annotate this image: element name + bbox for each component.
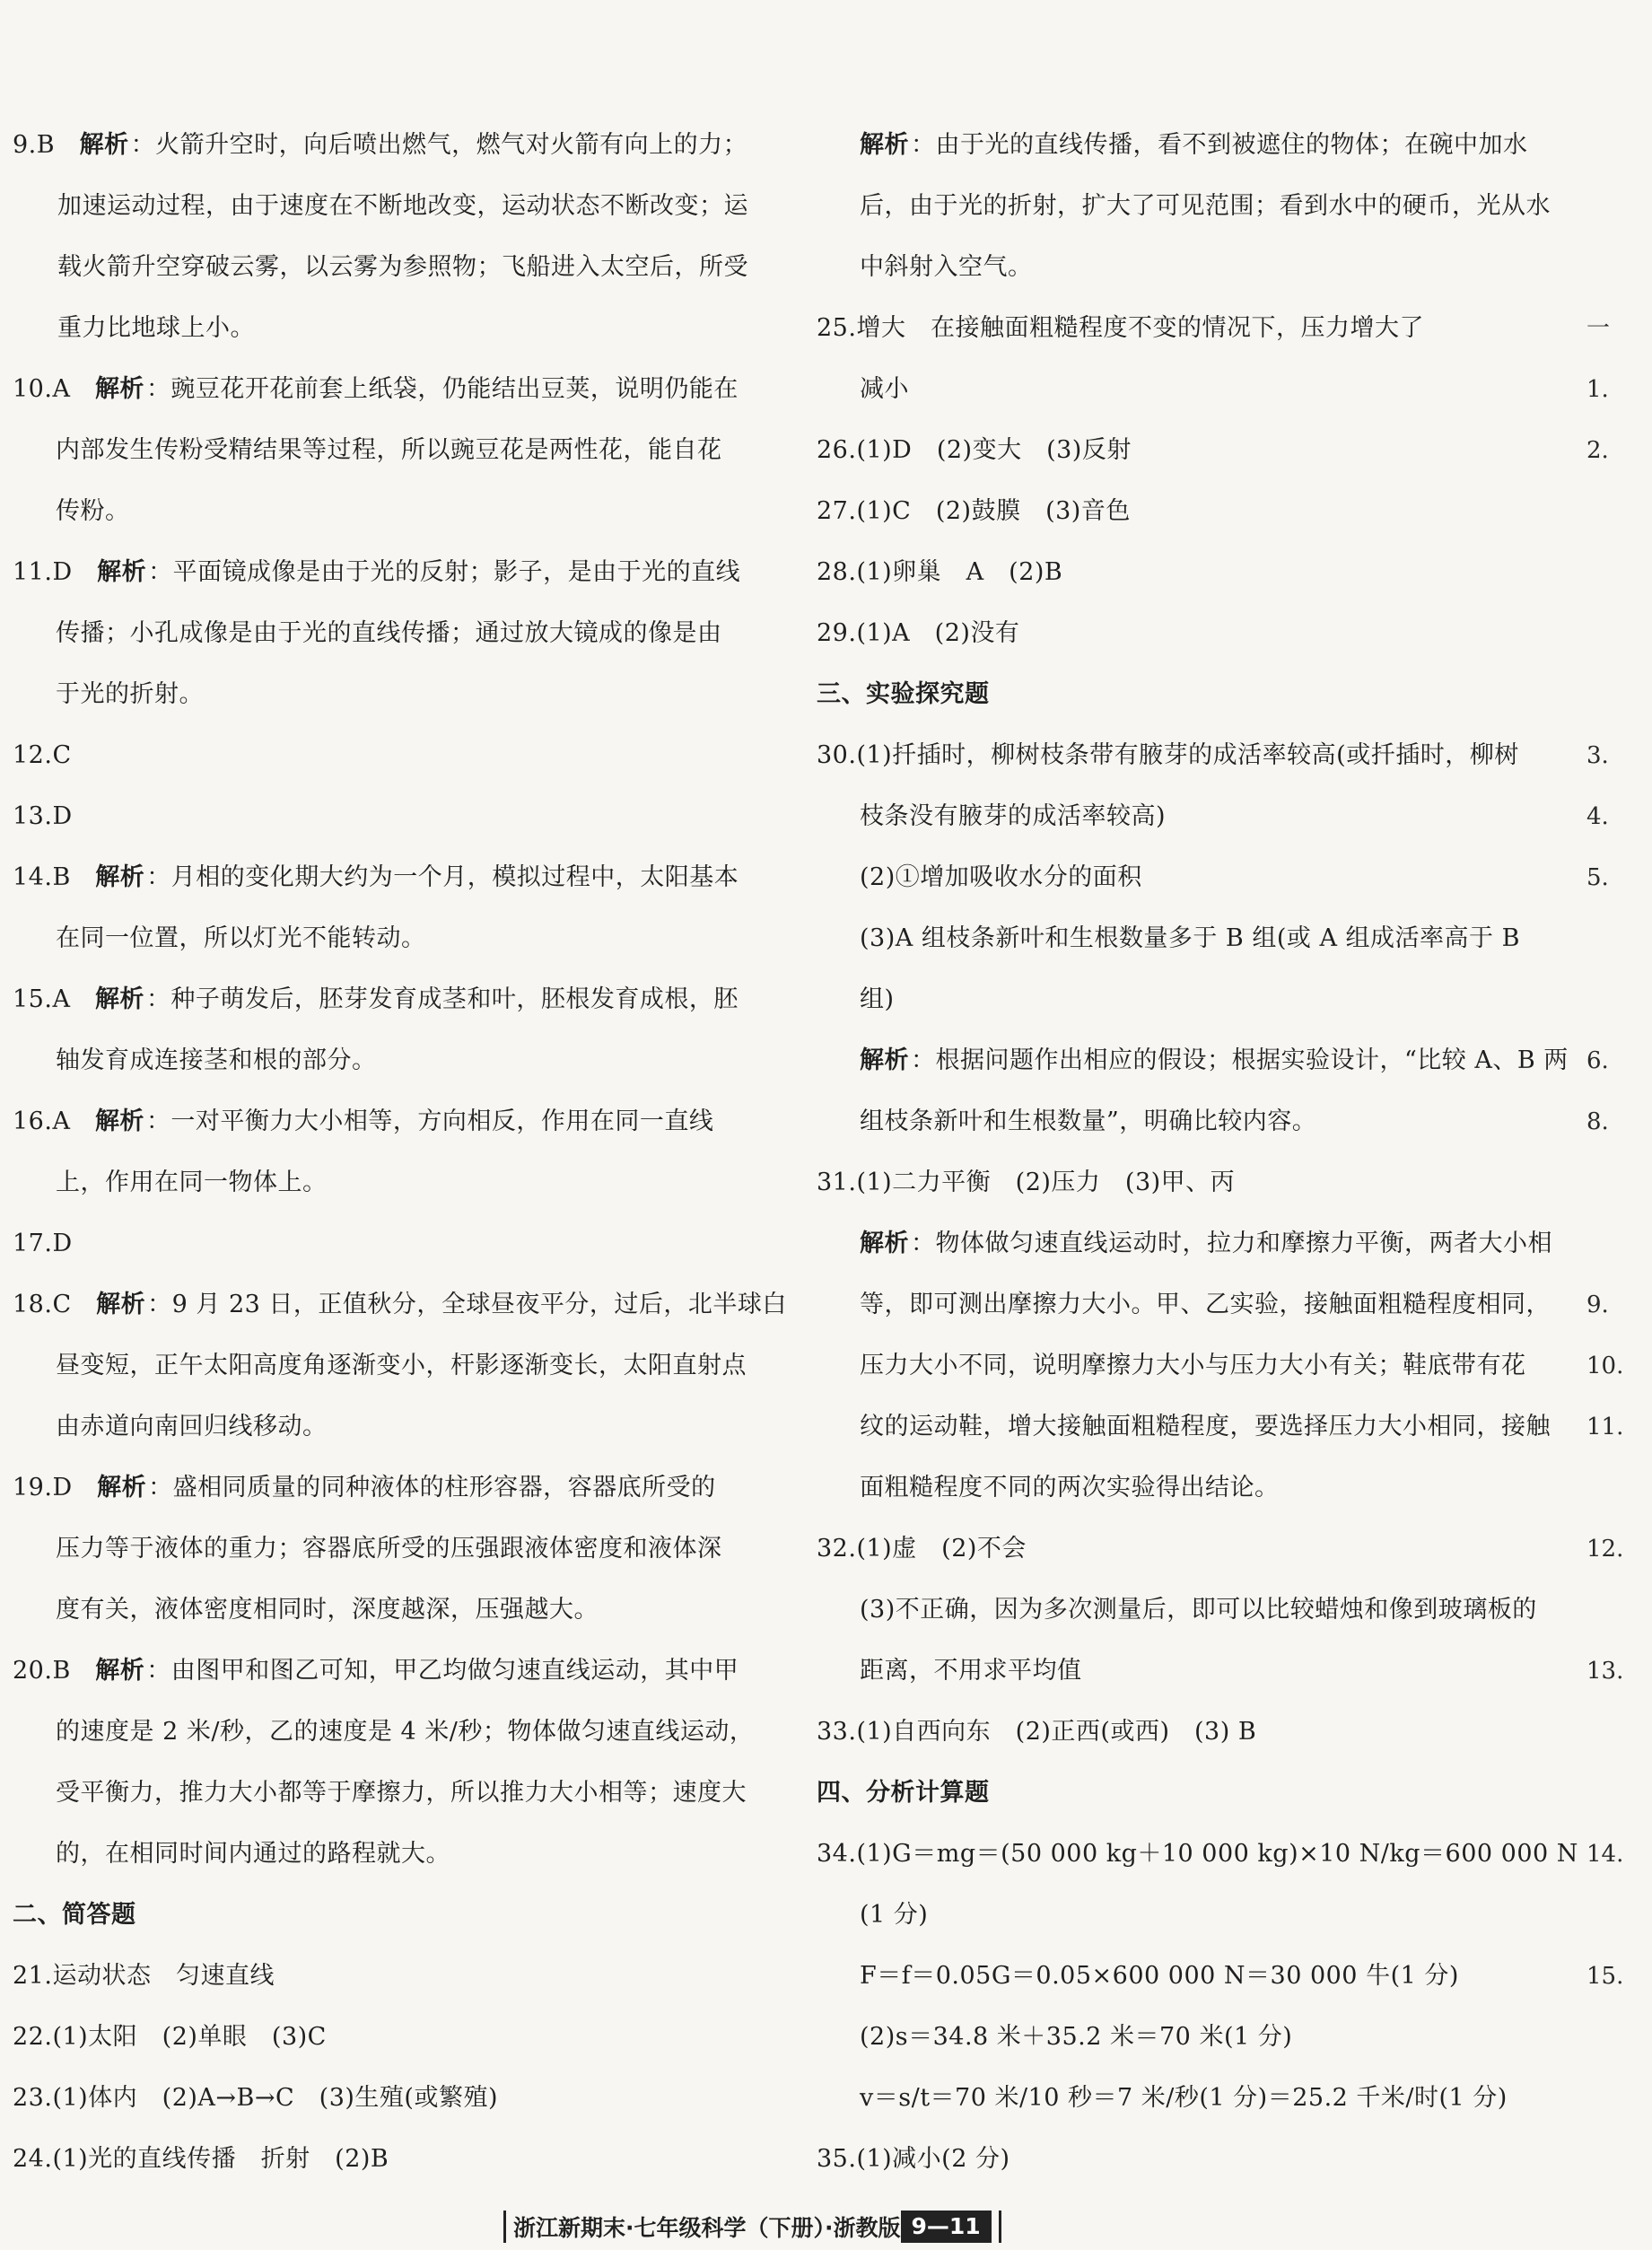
answer-text: 重力比地球上小。 xyxy=(57,314,255,342)
answer-line xyxy=(13,908,747,969)
answer-line xyxy=(817,359,1552,420)
answer-line xyxy=(13,2007,747,2068)
edge-fragment xyxy=(1586,969,1652,1030)
edge-fragment: 10. xyxy=(1586,1353,1624,1379)
answer-line xyxy=(817,2007,1552,2068)
answer-text: ：火箭升空时，向后喷出燃气，燃气对火箭有向上的力； xyxy=(130,131,748,159)
answer-line xyxy=(13,2068,747,2129)
answer-number: 9.B xyxy=(13,131,80,159)
answer-line xyxy=(817,1213,1552,1274)
edge-fragment: 13. xyxy=(1586,1658,1624,1685)
answer-text: 传播；小孔成像是由于光的直线传播；通过放大镜成的像是由 xyxy=(56,619,722,647)
answer-line xyxy=(817,1885,1552,1946)
answer-text: 于光的折射。 xyxy=(56,680,204,708)
answer-text: 轴发育成连接茎和根的部分。 xyxy=(56,1046,377,1074)
answer-text: ：由于光的直线传播，看不到被遮住的物体；在碗中加水 xyxy=(911,131,1528,159)
edge-fragment xyxy=(1586,2129,1652,2190)
edge-fragment xyxy=(1586,2068,1652,2129)
edge-fragment: 9. xyxy=(1586,1291,1609,1318)
answer-line xyxy=(13,847,747,908)
answer-number: 28.(1)卵巢 A (2)B xyxy=(817,558,1063,586)
answer-line xyxy=(817,786,1552,847)
answer-number: 11.D xyxy=(13,558,98,586)
answer-text: (3)A 组枝条新叶和生根数量多于 B 组(或 A 组成活率高于 B xyxy=(860,924,1520,952)
answer-text: ：盛相同质量的同种液体的柱形容器，容器底所受的 xyxy=(148,1474,716,1501)
edge-fragment xyxy=(1586,176,1652,237)
answer-line xyxy=(13,1580,747,1641)
answer-line xyxy=(13,603,747,664)
answer-text: 载火箭升空穿破云雾，以云雾为参照物；飞船进入太空后，所受 xyxy=(57,253,748,281)
answer-number: 26.(1)D (2)变大 (3)反射 xyxy=(817,436,1132,464)
analysis-label: 解析 xyxy=(95,863,145,891)
answer-line xyxy=(13,1763,747,1824)
answer-number: 25.增大 在接触面粗糙程度不变的情况下，压力增大了 xyxy=(817,314,1424,342)
footer-bar-right xyxy=(999,2211,1001,2243)
edge-fragment xyxy=(1586,1763,1652,1824)
answer-line xyxy=(13,237,747,298)
edge-fragment xyxy=(1586,1580,1652,1641)
answer-text: F＝f＝0.05G＝0.05×600 000 N＝30 000 牛(1 分) xyxy=(860,1962,1459,1990)
answer-line xyxy=(13,1396,747,1458)
edge-fragment: 2. xyxy=(1586,437,1609,464)
answer-text: 加速运动过程，由于速度在不断地改变，运动状态不断改变；运 xyxy=(57,192,748,220)
answer-line xyxy=(817,1519,1552,1580)
answer-text: 等，即可测出摩擦力大小。甲、乙实验，接触面粗糙程度相同， xyxy=(860,1291,1551,1318)
answer-number: 15.A xyxy=(13,985,95,1013)
answer-number: 12.C xyxy=(13,741,72,769)
edge-fragment xyxy=(1586,237,1652,298)
answer-line xyxy=(13,1213,747,1274)
answer-line xyxy=(13,1030,747,1091)
answer-line xyxy=(817,1641,1552,1702)
answer-line xyxy=(817,1152,1552,1213)
answer-number: 21.运动状态 匀速直线 xyxy=(13,1962,275,1990)
answer-line xyxy=(13,1946,747,2007)
answer-line xyxy=(13,298,747,359)
answer-number: 18.C xyxy=(13,1291,97,1318)
answer-text: 面粗糙程度不同的两次实验得出结论。 xyxy=(860,1474,1280,1501)
answer-number: 23.(1)体内 (2)A→B→C (3)生殖(或繁殖) xyxy=(13,2084,498,2112)
answer-line xyxy=(13,1274,787,1335)
answer-text: 减小 xyxy=(860,375,909,403)
answer-text: ：根据问题作出相应的假设；根据实验设计，“比较 A、B 两 xyxy=(911,1046,1569,1074)
answer-text: 组枝条新叶和生根数量”，明确比较内容。 xyxy=(860,1107,1317,1135)
answer-text: ：月相的变化期大约为一个月，模拟过程中，太阳基本 xyxy=(146,863,739,891)
edge-fragment: 12. xyxy=(1586,1536,1624,1563)
answer-line xyxy=(817,1030,1569,1091)
answer-line xyxy=(817,1946,1552,2007)
answer-line xyxy=(817,1458,1552,1519)
answer-line xyxy=(817,298,1552,359)
answer-line xyxy=(817,1396,1552,1458)
answer-text: v＝s/t＝70 米/10 秒＝7 米/秒(1 分)＝25.2 千米/时(1 分) xyxy=(860,2084,1508,2112)
answer-number: 29.(1)A (2)没有 xyxy=(817,619,1020,647)
section-title: 三、实验探究题 xyxy=(817,680,990,708)
answer-number: 24.(1)光的直线传播 折射 (2)B xyxy=(13,2145,389,2173)
edge-fragment: 14. xyxy=(1586,1841,1624,1868)
answer-line xyxy=(817,603,1552,664)
answer-number: 34.(1)G＝mg＝(50 000 kg＋10 000 kg)×10 N/kg＝600 000 N xyxy=(817,1840,1578,1868)
edge-fragment: 4. xyxy=(1586,803,1609,830)
answer-text: ：由图甲和图乙可知，甲乙均做匀速直线运动，其中甲 xyxy=(146,1657,739,1685)
answer-number: 22.(1)太阳 (2)单眼 (3)C xyxy=(13,2023,327,2051)
answer-line xyxy=(13,969,747,1030)
edge-fragment: 一 xyxy=(1586,315,1611,342)
answer-number: 30.(1)扦插时，柳树枝条带有腋芽的成活率较高(或扦插时，柳树 xyxy=(817,741,1519,769)
answer-text: 在同一位置，所以灯光不能转动。 xyxy=(56,924,426,952)
edge-fragment xyxy=(1586,603,1652,664)
answer-line xyxy=(817,1702,1552,1763)
answer-text: 传粉。 xyxy=(56,497,130,525)
answer-line xyxy=(817,420,1552,481)
answer-line xyxy=(13,176,747,237)
analysis-label: 解析 xyxy=(97,1474,147,1501)
answer-line xyxy=(817,1824,1578,1885)
section-heading xyxy=(817,1763,1552,1824)
edge-fragment xyxy=(1586,908,1652,969)
answer-text: 的，在相同时间内通过的路程就大。 xyxy=(56,1840,450,1868)
answer-line xyxy=(817,237,1552,298)
next-page-edge xyxy=(1586,115,1652,2190)
edge-fragment: 15. xyxy=(1586,1963,1624,1990)
answer-text: ：9 月 23 日，正值秋分，全球昼夜平分，过后，北半球白 xyxy=(147,1291,787,1318)
answer-text: (1 分) xyxy=(860,1901,929,1929)
answer-number: 19.D xyxy=(13,1474,98,1501)
answer-text: 枝条没有腋芽的成活率较高) xyxy=(860,802,1167,830)
answer-text: 内部发生传粉受精结果等过程，所以豌豆花是两性花，能自花 xyxy=(56,436,722,464)
answer-line xyxy=(817,1335,1552,1396)
analysis-label: 解析 xyxy=(95,1657,145,1685)
edge-fragment xyxy=(1586,481,1652,542)
answer-text: 上，作用在同一物体上。 xyxy=(56,1169,328,1196)
answer-text: 后，由于光的折射，扩大了可见范围；看到水中的硬币，光从水 xyxy=(860,192,1551,220)
answer-text: 中斜射入空气。 xyxy=(860,253,1033,281)
analysis-label: 解析 xyxy=(860,1046,909,1074)
answer-text: 组) xyxy=(860,985,895,1013)
edge-fragment xyxy=(1586,1213,1652,1274)
edge-fragment xyxy=(1586,115,1652,176)
edge-fragment xyxy=(1586,1702,1652,1763)
answer-line xyxy=(817,176,1552,237)
analysis-label: 解析 xyxy=(96,1291,146,1318)
answer-number: 13.D xyxy=(13,802,73,830)
answer-text: (2)s＝34.8 米＋35.2 米＝70 米(1 分) xyxy=(860,2023,1293,2051)
edge-fragment: 11. xyxy=(1586,1414,1624,1440)
answer-text: 的速度是 2 米/秒，乙的速度是 4 米/秒；物体做匀速直线运动， xyxy=(56,1718,755,1746)
answer-line xyxy=(817,2068,1552,2129)
footer-page-number: 9—11 xyxy=(901,2211,992,2243)
answer-text: 距离，不用求平均值 xyxy=(860,1657,1082,1685)
answer-line xyxy=(817,969,1552,1030)
edge-fragment: 3. xyxy=(1586,742,1609,769)
answer-line xyxy=(13,1458,747,1519)
edge-fragment xyxy=(1586,1885,1652,1946)
section-title: 四、分析计算题 xyxy=(817,1779,990,1807)
answer-line xyxy=(13,542,747,603)
edge-fragment: 5. xyxy=(1586,864,1609,891)
answer-line xyxy=(13,786,747,847)
analysis-label: 解析 xyxy=(94,375,144,403)
answer-text: 受平衡力，推力大小都等于摩擦力，所以推力大小相等；速度大 xyxy=(56,1779,747,1807)
answer-line xyxy=(817,1580,1552,1641)
answer-text: 压力大小不同，说明摩擦力大小与压力大小有关；鞋底带有花 xyxy=(860,1352,1526,1379)
section-heading xyxy=(817,664,1552,725)
footer-bar-left xyxy=(503,2211,506,2243)
answer-number: 32.(1)虚 (2)不会 xyxy=(817,1535,1027,1563)
edge-fragment xyxy=(1586,1458,1652,1519)
answer-number: 10.A xyxy=(13,375,95,403)
answer-text: ：平面镜成像是由于光的反射；影子，是由于光的直线 xyxy=(148,558,741,586)
answer-text: ：种子萌发后，胚芽发育成茎和叶，胚根发育成根，胚 xyxy=(145,985,739,1013)
answer-line xyxy=(817,542,1552,603)
answer-text: 由赤道向南回归线移动。 xyxy=(56,1413,328,1440)
answer-text: 压力等于液体的重力；容器底所受的压强跟液体密度和液体深 xyxy=(56,1535,722,1563)
answer-line xyxy=(13,481,747,542)
answer-number: 17.D xyxy=(13,1230,73,1257)
edge-fragment xyxy=(1586,542,1652,603)
answer-line xyxy=(13,1824,747,1885)
analysis-label: 解析 xyxy=(79,131,129,159)
answer-text: (2)①增加吸收水分的面积 xyxy=(860,863,1142,891)
answer-line xyxy=(13,420,747,481)
answer-line xyxy=(817,725,1552,786)
answer-line xyxy=(13,1335,747,1396)
answer-text: ：物体做匀速直线运动时，拉力和摩擦力平衡，两者大小相 xyxy=(911,1230,1552,1257)
answer-text: ：一对平衡力大小相等，方向相反，作用在同一直线 xyxy=(145,1107,714,1135)
answer-text: 昼变短，正午太阳高度角逐渐变小，杆影逐渐变长，太阳直射点 xyxy=(56,1352,747,1379)
analysis-label: 解析 xyxy=(860,1230,909,1257)
left-column xyxy=(13,115,787,2190)
answer-number: 14.B xyxy=(13,863,96,891)
answer-line xyxy=(817,115,1552,176)
footer-title: 浙江新期末·七年级科学（下册）·浙教版 xyxy=(513,2215,901,2241)
edge-fragment: 8. xyxy=(1586,1108,1609,1135)
section-title: 二、简答题 xyxy=(13,1901,136,1929)
analysis-label: 解析 xyxy=(94,1107,144,1135)
answer-line xyxy=(13,2129,747,2190)
section-heading xyxy=(13,1885,747,1946)
answer-line xyxy=(817,908,1552,969)
answer-line xyxy=(13,1152,747,1213)
answer-number: 33.(1)自西向东 (2)正西(或西) (3) B xyxy=(817,1718,1257,1746)
answer-line xyxy=(817,1091,1552,1152)
answer-line xyxy=(13,115,747,176)
edge-fragment: 6. xyxy=(1586,1047,1609,1074)
answer-text: 度有关，液体密度相同时，深度越深，压强越大。 xyxy=(56,1596,599,1624)
answer-line xyxy=(13,1519,747,1580)
answer-number: 16.A xyxy=(13,1107,95,1135)
answer-line xyxy=(13,664,747,725)
answer-line xyxy=(13,1091,747,1152)
edge-fragment xyxy=(1586,664,1652,725)
edge-fragment xyxy=(1586,2007,1652,2068)
answer-line xyxy=(817,1274,1552,1335)
edge-fragment xyxy=(1586,1152,1652,1213)
answer-line xyxy=(817,847,1552,908)
answer-line xyxy=(817,2129,1552,2190)
answer-number: 20.B xyxy=(13,1657,96,1685)
answer-number: 31.(1)二力平衡 (2)压力 (3)甲、丙 xyxy=(817,1169,1236,1196)
analysis-label: 解析 xyxy=(97,558,147,586)
answer-line xyxy=(13,1641,747,1702)
page-footer xyxy=(496,2211,1009,2243)
answer-line xyxy=(13,725,747,786)
answer-line xyxy=(817,481,1552,542)
answer-text: (3)不正确，因为多次测量后，即可以比较蜡烛和像到玻璃板的 xyxy=(860,1596,1537,1624)
analysis-label: 解析 xyxy=(94,985,144,1013)
answer-number: 35.(1)减小(2 分) xyxy=(817,2145,1010,2173)
answer-text: ：豌豆花开花前套上纸袋，仍能结出豆荚，说明仍能在 xyxy=(145,375,739,403)
answer-line xyxy=(13,359,747,420)
right-column xyxy=(817,115,1578,2190)
answer-number: 27.(1)C (2)鼓膜 (3)音色 xyxy=(817,497,1131,525)
analysis-label: 解析 xyxy=(860,131,909,159)
edge-fragment: 1. xyxy=(1586,376,1609,403)
answer-text: 纹的运动鞋，增大接触面粗糙程度，要选择压力大小相同，接触 xyxy=(860,1413,1551,1440)
answer-line xyxy=(13,1702,755,1763)
